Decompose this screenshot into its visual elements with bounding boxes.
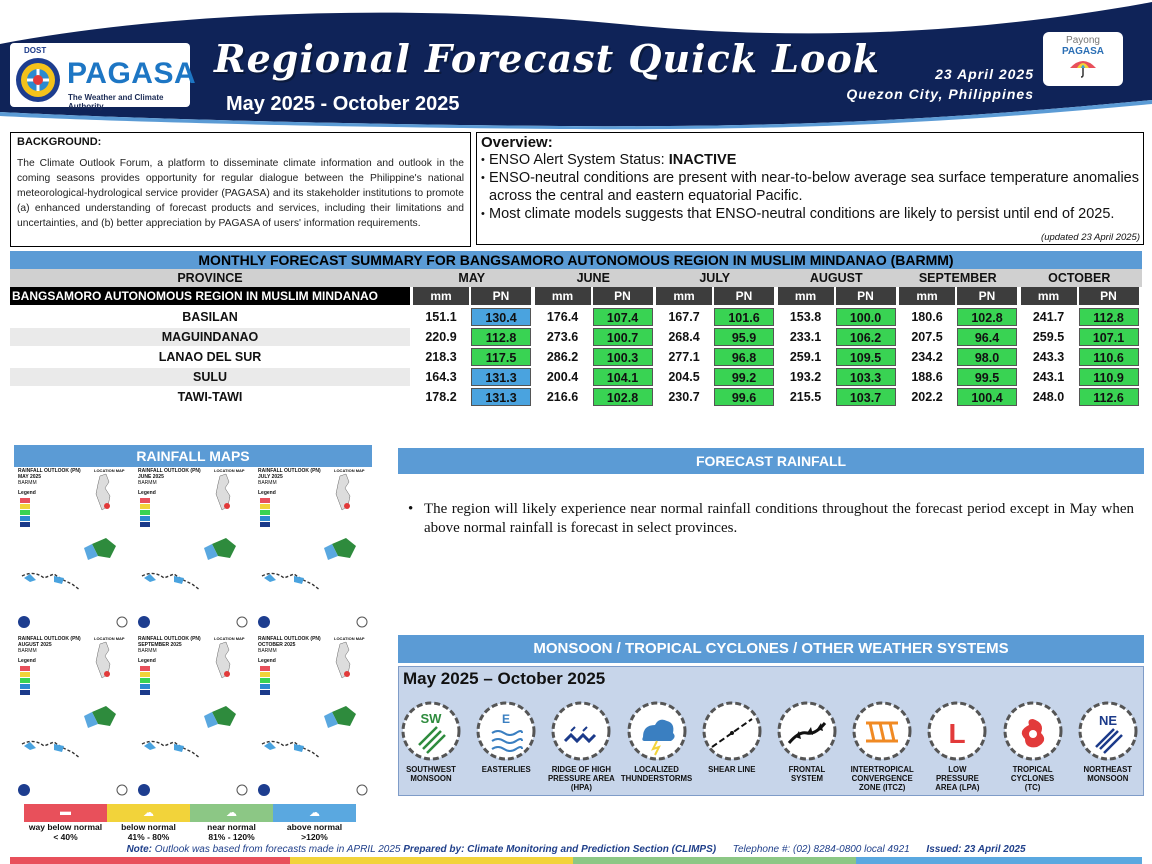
province-name: BASILAN xyxy=(182,310,238,324)
payong-pagasa-logo xyxy=(1043,32,1123,86)
pn-cell: 100.3 xyxy=(593,348,653,366)
lpa-icon xyxy=(927,701,987,761)
mm-cell: 193.2 xyxy=(789,370,822,384)
pn-cell: 100.4 xyxy=(957,388,1017,406)
footer-color-bar xyxy=(10,857,1142,864)
pagasa-seal-icon xyxy=(15,57,61,103)
map-tile-location-label: LOCATION MAP xyxy=(94,636,125,641)
map-tile-legend-label: Legend xyxy=(18,658,36,664)
mm-subheader: mm xyxy=(778,287,834,305)
mm-cell: 277.1 xyxy=(668,350,700,364)
mm-cell: 178.2 xyxy=(425,390,457,404)
pn-cell: 96.4 xyxy=(957,328,1017,346)
table-row xyxy=(10,388,1142,406)
footer-prepared: Prepared by: Climate Monitoring and Prediction Section (CLIMPS) xyxy=(403,844,717,855)
pn-cell: 102.8 xyxy=(957,308,1017,326)
rainfall-legend-strip xyxy=(24,804,356,822)
weather-system-label-line: LOCALIZED xyxy=(634,765,679,774)
map-tile-location-label: LOCATION MAP xyxy=(214,468,245,473)
weather-system-item xyxy=(543,701,619,792)
map-tile-legend-label: Legend xyxy=(258,658,276,664)
background-box xyxy=(10,132,471,247)
map-tile-region: BARMM xyxy=(18,648,37,654)
map-tile-title: RAINFALL OUTLOOK (PN) xyxy=(138,636,201,642)
pn-cell: 130.4 xyxy=(471,308,531,326)
payong-label: Payong xyxy=(1066,35,1100,46)
footer-note-text: Outlook was based from forecasts made in APRIL 2025 xyxy=(154,844,401,855)
legend-color-2 xyxy=(190,804,273,822)
weather-systems-title: MONSOON / TROPICAL CYCLONES / OTHER WEATHER SYSTEMS xyxy=(398,635,1144,663)
weather-system-label-line: NORTHEAST xyxy=(1083,765,1133,774)
weather-system-label-line: (HPA) xyxy=(570,783,592,792)
weather-system-label xyxy=(694,765,770,774)
weather-system-label xyxy=(919,765,995,792)
ridge-hpa-icon xyxy=(551,701,611,761)
weather-system-item xyxy=(919,701,995,792)
map-tile-region: BARMM xyxy=(138,480,157,486)
overview-title: Overview: xyxy=(481,134,553,151)
svg-text:E: E xyxy=(502,712,511,726)
enso-status-prefix: ENSO Alert System Status: xyxy=(489,152,669,168)
table-title: MONTHLY FORECAST SUMMARY FOR BANGSAMORO AUTONOMOUS REGION IN MUSLIM MINDANAO (BARMM) xyxy=(10,251,1142,269)
pn-cell: 109.5 xyxy=(836,348,896,366)
province-name: TAWI-TAWI xyxy=(177,390,243,404)
map-tile-legend-label: Legend xyxy=(258,490,276,496)
pn-cell: 98.0 xyxy=(957,348,1017,366)
rain-cloud-icon: ☁ xyxy=(143,807,154,819)
mm-cell: 259.5 xyxy=(1032,330,1065,344)
forecast-summary-table xyxy=(10,251,1142,405)
table-subheader-row xyxy=(10,287,1142,305)
weather-system-label-line: INTERTROPICAL xyxy=(850,765,914,774)
legend-color-0 xyxy=(24,804,107,822)
region-label: BANGSAMORO AUTONOMOUS REGION IN MUSLIM MINDANAO xyxy=(10,287,410,305)
forecast-rainfall-title: FORECAST RAINFALL xyxy=(398,448,1144,474)
mm-cell: 230.7 xyxy=(668,390,700,404)
table-row xyxy=(10,348,1142,366)
mm-cell: 151.1 xyxy=(425,310,457,324)
mm-subheader: mm xyxy=(535,287,591,305)
weather-system-label-line: SHEAR LINE xyxy=(708,765,756,774)
rain-cloud-icon: ▬ xyxy=(60,806,71,818)
svg-text:NE: NE xyxy=(1098,713,1117,728)
mm-subheader: mm xyxy=(656,287,712,305)
legend-label-line2: >120% xyxy=(301,832,328,842)
pn-subheader: PN xyxy=(1079,287,1139,305)
weather-system-label-line: AREA (LPA) xyxy=(935,783,980,792)
map-tile-month: AUGUST 2025 xyxy=(18,642,52,648)
province-name: SULU xyxy=(192,370,228,384)
map-tile-month: OCTOBER 2025 xyxy=(258,642,296,648)
pn-cell: 112.8 xyxy=(471,328,531,346)
map-tile-location-label: LOCATION MAP xyxy=(214,636,245,641)
page-title: Regional Forecast Quick Look xyxy=(214,36,881,81)
mm-subheader: mm xyxy=(413,287,469,305)
province-name: LANAO DEL SUR xyxy=(158,350,262,364)
sw-monsoon-icon xyxy=(401,701,461,761)
umbrella-icon xyxy=(1068,58,1098,78)
weather-system-label xyxy=(619,765,695,783)
pn-cell: 99.2 xyxy=(714,368,774,386)
table-row xyxy=(10,308,1142,326)
mm-cell: 202.2 xyxy=(911,390,943,404)
weather-system-label-line: SOUTHWEST xyxy=(406,765,456,774)
mm-cell: 188.6 xyxy=(911,370,943,384)
weather-system-label-line: FRONTAL xyxy=(788,765,826,774)
header-banner xyxy=(0,0,1152,130)
footer-note xyxy=(0,844,1152,855)
weather-system-label-line: CONVERGENCE xyxy=(851,774,913,783)
weather-system-label xyxy=(393,765,469,783)
mm-cell: 176.4 xyxy=(546,310,579,324)
pn-cell: 110.9 xyxy=(1079,368,1139,386)
barmm-map-icon xyxy=(14,466,132,631)
agency-name: PAGASA xyxy=(67,57,197,90)
weather-systems-panel xyxy=(398,666,1144,796)
map-tile-month: JUNE 2025 xyxy=(138,474,164,480)
payong-pagasa-label: PAGASA xyxy=(1061,46,1105,57)
agency-tagline: The Weather and Climate Authority xyxy=(68,93,164,111)
overview-item-models: • Most climate models suggests that ENSO-neutral conditions are likely to persist until end of 2025. xyxy=(481,205,1139,223)
legend-label xyxy=(273,822,356,842)
month-header: MAY xyxy=(458,271,486,285)
weather-system-label xyxy=(543,765,619,792)
pn-cell: 102.8 xyxy=(593,388,653,406)
table-row xyxy=(10,328,1142,346)
barmm-map-icon xyxy=(254,634,372,799)
map-tile-month: MAY 2025 xyxy=(18,474,42,480)
legend-label-line2: 41% - 80% xyxy=(127,832,170,842)
mm-subheader: mm xyxy=(1021,287,1077,305)
weather-system-label xyxy=(995,765,1071,792)
thunderstorm-icon xyxy=(627,701,687,761)
pn-subheader: PN xyxy=(836,287,896,305)
legend-color-3 xyxy=(273,804,356,822)
barmm-map-icon xyxy=(254,466,372,631)
mm-cell: 180.6 xyxy=(911,310,943,324)
mm-cell: 234.2 xyxy=(911,350,943,364)
weather-system-label-line: PRESSURE xyxy=(935,774,979,783)
map-tile-title: RAINFALL OUTLOOK (PN) xyxy=(18,468,81,474)
pn-cell: 95.9 xyxy=(714,328,774,346)
pn-cell: 106.2 xyxy=(836,328,896,346)
weather-system-label-line: MONSOON xyxy=(410,774,452,783)
tropical-cyclone-icon xyxy=(1003,701,1063,761)
legend-label-line1: way below normal xyxy=(28,822,103,832)
mm-cell: 268.4 xyxy=(668,330,700,344)
weather-system-label xyxy=(468,765,544,774)
rain-cloud-icon: ☁ xyxy=(226,807,237,819)
pn-cell: 131.3 xyxy=(471,388,531,406)
forecast-period: May 2025 - October 2025 xyxy=(226,93,460,115)
weather-system-label-line: SYSTEM xyxy=(790,774,824,783)
easterlies-icon xyxy=(476,701,536,761)
map-tile-title: RAINFALL OUTLOOK (PN) xyxy=(258,636,321,642)
rainfall-map-tile xyxy=(254,634,372,799)
pn-subheader: PN xyxy=(957,287,1017,305)
weather-system-label xyxy=(769,765,845,783)
table-header-row xyxy=(10,269,1142,287)
legend-label-line2: 81% - 120% xyxy=(208,832,255,842)
rainfall-maps-grid xyxy=(14,466,372,803)
weather-system-item xyxy=(694,701,770,774)
weather-system-label-line: RIDGE OF HIGH xyxy=(551,765,612,774)
overview-updated-note: (updated 23 April 2025) xyxy=(1041,232,1140,243)
footer-issued: Issued: 23 April 2025 xyxy=(926,844,1026,855)
pn-cell: 103.3 xyxy=(836,368,896,386)
map-tile-location-label: LOCATION MAP xyxy=(334,636,365,641)
barmm-map-icon xyxy=(134,466,252,631)
barmm-map-icon xyxy=(134,634,252,799)
legend-label-line2: < 40% xyxy=(53,832,78,842)
footer-bar-yellow xyxy=(290,857,573,864)
footer-note-label: Note: xyxy=(126,844,153,855)
enso-status-value: INACTIVE xyxy=(668,152,737,168)
legend-label xyxy=(190,822,273,842)
pn-cell: 117.5 xyxy=(471,348,531,366)
province-name: MAGUINDANAO xyxy=(161,330,259,344)
weather-system-label-line: THUNDERSTORMS xyxy=(620,774,693,783)
weather-system-label xyxy=(1070,765,1146,783)
weather-system-label-line: MONSOON xyxy=(1087,774,1129,783)
mm-cell: 164.3 xyxy=(425,370,457,384)
pn-cell: 110.6 xyxy=(1079,348,1139,366)
mm-cell: 233.1 xyxy=(789,330,822,344)
mm-cell: 243.1 xyxy=(1032,370,1065,384)
month-header: JULY xyxy=(699,271,731,285)
pn-cell: 100.7 xyxy=(593,328,653,346)
weather-system-label-line: EASTERLIES xyxy=(481,765,531,774)
pn-subheader: PN xyxy=(593,287,653,305)
map-tile-location-label: LOCATION MAP xyxy=(94,468,125,473)
weather-system-label-line: TROPICAL xyxy=(1012,765,1053,774)
mm-cell: 286.2 xyxy=(546,350,579,364)
ne-monsoon-icon xyxy=(1078,701,1138,761)
pn-cell: 100.0 xyxy=(836,308,896,326)
map-tile-region: BARMM xyxy=(18,480,37,486)
svg-text:SW: SW xyxy=(420,711,442,726)
map-tile-legend-label: Legend xyxy=(138,490,156,496)
overview-enso-status xyxy=(481,151,1139,169)
map-tile-location-label: LOCATION MAP xyxy=(334,468,365,473)
month-header: JUNE xyxy=(576,271,610,285)
weather-system-item xyxy=(844,701,920,792)
weather-system-item xyxy=(769,701,845,783)
footer-bar-green xyxy=(573,857,856,864)
mm-cell: 273.6 xyxy=(546,330,579,344)
itcz-icon xyxy=(852,701,912,761)
overview-box xyxy=(476,132,1144,245)
mm-cell: 248.0 xyxy=(1032,390,1065,404)
map-tile-region: BARMM xyxy=(138,648,157,654)
issue-place: Quezon City, Philippines xyxy=(846,86,1034,102)
pn-cell: 107.1 xyxy=(1079,328,1139,346)
map-tile-title: RAINFALL OUTLOOK (PN) xyxy=(138,468,201,474)
pn-cell: 112.6 xyxy=(1079,388,1139,406)
mm-cell: 241.7 xyxy=(1032,310,1065,324)
mm-cell: 243.3 xyxy=(1032,350,1065,364)
map-tile-month: JULY 2025 xyxy=(258,474,283,480)
pn-cell: 99.5 xyxy=(957,368,1017,386)
weather-system-item xyxy=(995,701,1071,792)
weather-system-item xyxy=(1070,701,1146,783)
forecast-rainfall-text: • The region will likely experience near normal rainfall conditions throughout the forecast period except in May when above normal rainfall is forecast in select provinces. xyxy=(408,500,1134,538)
issue-date: 23 April 2025 xyxy=(935,66,1034,82)
pn-cell: 99.6 xyxy=(714,388,774,406)
weather-system-label-line: (TC) xyxy=(1024,783,1041,792)
mm-cell: 215.5 xyxy=(789,390,822,404)
month-header: SEPTEMBER xyxy=(918,271,997,285)
map-tile-region: BARMM xyxy=(258,480,277,486)
background-text: The Climate Outlook Forum, a platform to disseminate climate information and outlook in the coming seasons provides opportunity for regular dialogue between the Philippine's national meteorological-hydrological service provider (PAGASA) and its stakeholder institutions to promote (a) enhanced understanding of forecast products and services, including their limitations and uncertainties, and (b) better appreciation by PAGASA of users' information requirements. xyxy=(17,158,464,229)
pn-cell: 107.4 xyxy=(593,308,653,326)
pn-cell: 96.8 xyxy=(714,348,774,366)
weather-system-label-line: LOW xyxy=(948,765,967,774)
weather-systems-period: May 2025 – October 2025 xyxy=(403,669,606,688)
mm-cell: 200.4 xyxy=(546,370,579,384)
legend-label-line1: above normal xyxy=(286,822,343,832)
map-tile-legend-label: Legend xyxy=(18,490,36,496)
weather-system-label-line: PRESSURE AREA xyxy=(547,774,615,783)
pn-cell: 103.7 xyxy=(836,388,896,406)
legend-label xyxy=(24,822,107,842)
pn-cell: 101.6 xyxy=(714,308,774,326)
legend-label xyxy=(107,822,190,842)
map-tile-title: RAINFALL OUTLOOK (PN) xyxy=(258,468,321,474)
weather-system-item xyxy=(393,701,469,783)
legend-label-line1: near normal xyxy=(207,822,256,832)
shear-line-icon xyxy=(702,701,762,761)
month-header: AUGUST xyxy=(809,271,863,285)
footer-bar-red xyxy=(10,857,290,864)
map-tile-region: BARMM xyxy=(258,648,277,654)
weather-system-label-line: ZONE (ITCZ) xyxy=(859,783,906,792)
mm-cell: 259.1 xyxy=(789,350,822,364)
mm-cell: 204.5 xyxy=(668,370,700,384)
map-tile-legend-label: Legend xyxy=(138,658,156,664)
province-header: PROVINCE xyxy=(177,271,243,285)
background-title: BACKGROUND: xyxy=(17,136,102,148)
rainfall-map-tile xyxy=(134,634,252,799)
weather-system-item xyxy=(468,701,544,774)
mm-cell: 220.9 xyxy=(425,330,457,344)
barmm-map-icon xyxy=(14,634,132,799)
map-tile-title: RAINFALL OUTLOOK (PN) xyxy=(18,636,81,642)
pn-subheader: PN xyxy=(471,287,531,305)
rainfall-map-tile xyxy=(14,634,132,799)
legend-color-1 xyxy=(107,804,190,822)
rainfall-map-tile xyxy=(14,466,132,631)
pn-cell: 104.1 xyxy=(593,368,653,386)
mm-cell: 153.8 xyxy=(789,310,822,324)
month-header: OCTOBER xyxy=(1048,271,1111,285)
weather-system-label xyxy=(844,765,920,792)
mm-cell: 216.6 xyxy=(546,390,579,404)
legend-label-line1: below normal xyxy=(121,822,176,832)
mm-cell: 218.3 xyxy=(425,350,457,364)
rain-cloud-icon: ☁ xyxy=(309,807,320,819)
mm-cell: 207.5 xyxy=(911,330,943,344)
rainfall-map-tile xyxy=(134,466,252,631)
table-row xyxy=(10,368,1142,386)
rainfall-maps-title: RAINFALL MAPS xyxy=(14,445,372,467)
mm-subheader: mm xyxy=(899,287,955,305)
mm-cell: 167.7 xyxy=(668,310,700,324)
dost-label: DOST xyxy=(24,46,47,55)
map-tile-month: SEPTEMBER 2025 xyxy=(138,642,182,648)
overview-item-conditions: • ENSO-neutral conditions are present with near-to-below average sea surface temperature anomalies across the central and eastern equatorial Pacific. xyxy=(481,169,1139,205)
rainfall-map-tile xyxy=(254,466,372,631)
pn-subheader: PN xyxy=(714,287,774,305)
weather-system-item xyxy=(619,701,695,783)
weather-system-label-line: CYCLONES xyxy=(1010,774,1055,783)
footer-telephone: Telephone #: (02) 8284-0800 local 4921 xyxy=(732,844,910,855)
pn-cell: 131.3 xyxy=(471,368,531,386)
pagasa-logo xyxy=(10,43,197,111)
svg-text:L: L xyxy=(948,718,966,749)
footer-bar-blue xyxy=(856,857,1142,864)
pn-cell: 112.8 xyxy=(1079,308,1139,326)
frontal-system-icon xyxy=(777,701,837,761)
